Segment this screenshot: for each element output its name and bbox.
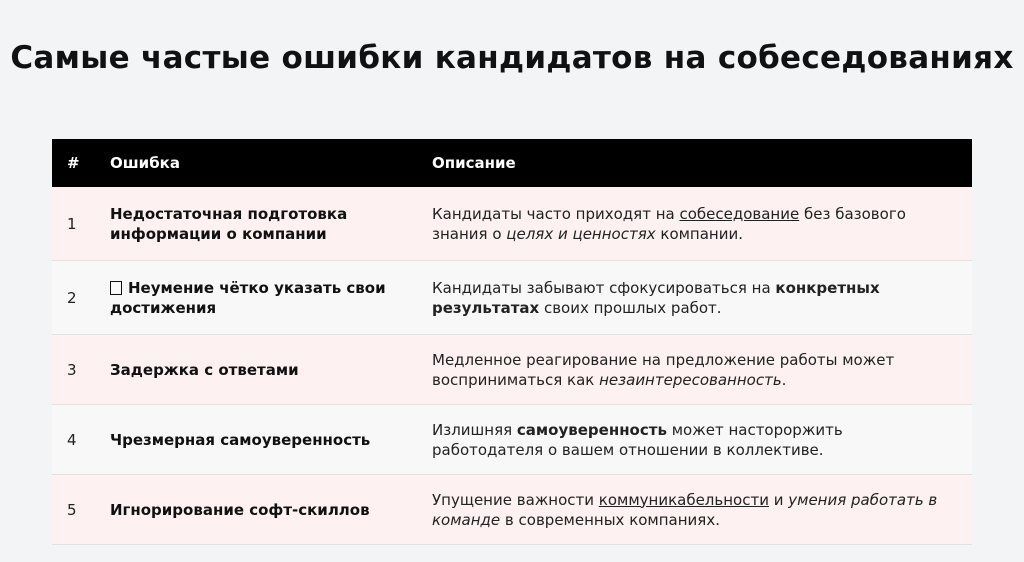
row-number: 3	[67, 360, 77, 379]
row-number: 5	[67, 500, 77, 519]
table-body	[52, 187, 972, 545]
row-error-text: Задержка с ответами	[110, 360, 299, 379]
table-row	[52, 187, 972, 261]
row-description	[432, 278, 972, 318]
italic-term: целях и ценностях	[506, 224, 656, 243]
description-text: компании.	[655, 224, 744, 243]
table-header	[52, 139, 972, 187]
header-error: Ошибка	[110, 154, 180, 172]
row-error	[110, 500, 432, 520]
description-text: Излишняя	[432, 420, 517, 439]
row-error	[110, 204, 432, 244]
row-error-text: Неумение чётко указать свои достижения	[110, 278, 386, 317]
row-description	[432, 204, 972, 244]
bold-term: конкретных результатах	[432, 278, 880, 317]
row-number: 2	[67, 288, 77, 307]
header-num: #	[67, 154, 80, 172]
description-text: в современных компаниях.	[500, 510, 720, 529]
row-error-text: Чрезмерная самоуверенность	[110, 430, 371, 449]
row-description	[432, 350, 972, 390]
bold-term: самоуверенность	[516, 420, 667, 439]
underlined-term: собеседование	[679, 204, 800, 223]
header-description: Описание	[432, 154, 516, 172]
italic-term: незаинтересованность	[599, 370, 782, 389]
underlined-term: коммуникабельности	[598, 490, 769, 509]
description-text: Медленное реагирование на предложение работы может восприниматься как	[432, 350, 895, 389]
description-text: Кандидаты забывают сфокусироваться на	[432, 278, 776, 297]
italic-term: умения работать в команде	[432, 490, 938, 529]
table-row	[52, 405, 972, 475]
table-row	[52, 475, 972, 545]
mistakes-table	[52, 139, 972, 545]
row-error	[110, 360, 432, 380]
row-number: 4	[67, 430, 77, 449]
row-error	[110, 278, 432, 318]
description-text: без базового знания о	[432, 204, 906, 243]
description-text: своих прошлых работ.	[539, 298, 722, 317]
missing-glyph-icon	[110, 281, 122, 295]
row-description	[432, 420, 972, 460]
table-row	[52, 335, 972, 405]
description-text: Упущение важности	[432, 490, 599, 509]
page-title: Самые частые ошибки кандидатов на собеседованиях	[10, 40, 1014, 76]
description-text: Кандидаты часто приходят на	[432, 204, 680, 223]
description-text: и	[768, 490, 789, 509]
row-error	[110, 430, 432, 450]
description-text: может настороржить работодателя о вашем отношении в коллективе.	[432, 420, 843, 459]
description-text: .	[781, 370, 787, 389]
row-number: 1	[67, 214, 77, 233]
row-description	[432, 490, 972, 530]
row-error-text: Игнорирование софт-скиллов	[110, 500, 370, 519]
row-error-text: Недостаточная подготовка информации о компании	[110, 204, 348, 243]
table-row	[52, 261, 972, 335]
